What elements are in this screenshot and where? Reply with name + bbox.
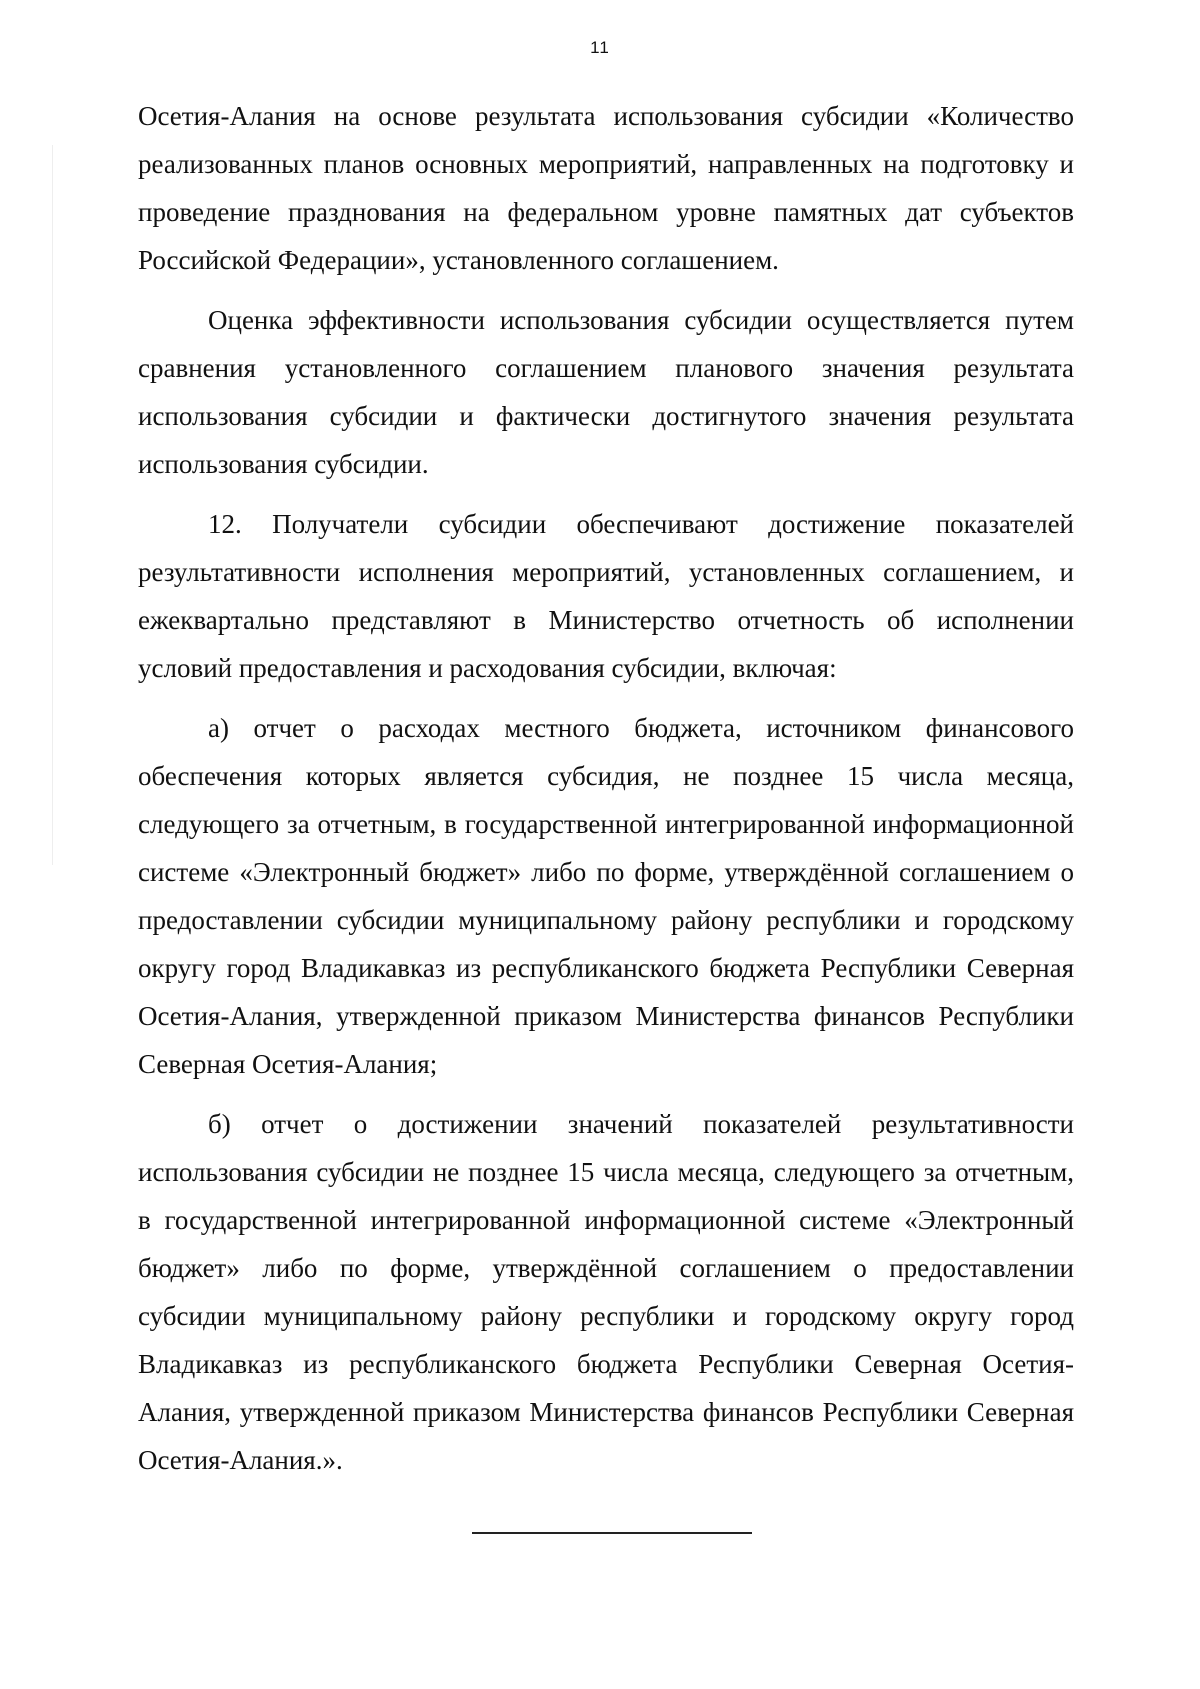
document-body	[138, 92, 1074, 1484]
paragraph-item-b: б) отчет о достижении значений показателей результативности использования субсидии не позднее 15 числа месяца, следующего за отчетным, в государственной интегрированной информационной системе «Электронный бюджет» либо по форме, утверждённой соглашением о предоставлении субсидии муниципальному району республики и городскому округу город Владикавказ из республиканского бюджета Республики Северная Осетия-Алания, утвержденной приказом Министерства финансов Республики Северная Осетия-Алания.».	[138, 1109, 1074, 1475]
scan-artifact-line	[52, 145, 53, 865]
paragraph-evaluation: Оценка эффективности использования субсидии осуществляется путем сравнения установленного соглашением планового значения результата использования субсидии и фактически достигнутого значения результата использования субсидии.	[138, 305, 1074, 479]
end-of-document-rule	[472, 1532, 752, 1534]
page-number: 11	[590, 38, 610, 57]
paragraph-clause-12: 12. Получатели субсидии обеспечивают достижение показателей результативности исполнения мероприятий, установленных соглашением, и ежеквартально представляют в Министерство отчетность об исполнении условий предоставления и расходования субсидии, включая:	[138, 509, 1074, 683]
paragraph-continuation: Осетия-Алания на основе результата использования субсидии «Количество реализованных планов основных мероприятий, направленных на подготовку и проведение празднования на федеральном уровне памятных дат субъектов Российской Федерации», установленного соглашением.	[138, 101, 1074, 275]
paragraph-item-a: а) отчет о расходах местного бюджета, источником финансового обеспечения которых является субсидия, не позднее 15 числа месяца, следующего за отчетным, в государственной интегрированной информационной системе «Электронный бюджет» либо по форме, утверждённой соглашением о предоставлении субсидии муниципальному району республики и городскому округу город Владикавказ из республиканского бюджета Республики Северная Осетия-Алания, утвержденной приказом Министерства финансов Республики Северная Осетия-Алания;	[138, 713, 1074, 1079]
